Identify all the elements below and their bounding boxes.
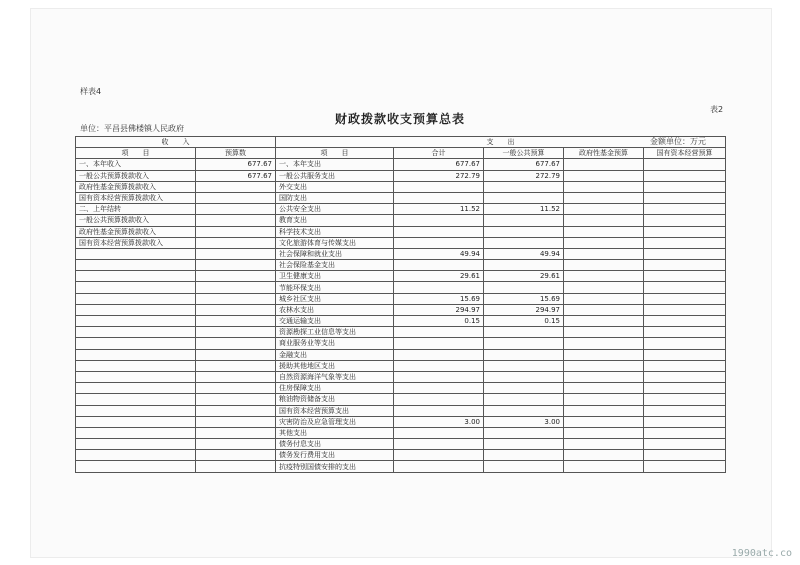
expense-general-cell: 3.00: [484, 416, 564, 427]
income-item-cell: [76, 360, 196, 371]
expense-item-cell: 抗疫特别国债安排的支出: [276, 461, 394, 472]
expense-fund-cell: [564, 338, 644, 349]
expense-general-cell: 0.15: [484, 316, 564, 327]
expense-general-cell: [484, 237, 564, 248]
budget-table: [75, 136, 726, 473]
expense-item-cell: 卫生健康支出: [276, 271, 394, 282]
expense-general-cell: [484, 349, 564, 360]
expense-capital-cell: [644, 394, 726, 405]
table-row: [76, 316, 726, 327]
expense-total-cell: [394, 371, 484, 382]
expense-total-cell: [394, 461, 484, 472]
expense-total-cell: [394, 360, 484, 371]
expense-total-cell: 15.69: [394, 293, 484, 304]
expense-general-cell: [484, 394, 564, 405]
income-item-cell: 一般公共预算拨款收入: [76, 215, 196, 226]
expense-item-cell: 援助其他地区支出: [276, 360, 394, 371]
income-col-item: 项 目: [76, 148, 196, 159]
expense-item-cell: 粮油物资储备支出: [276, 394, 394, 405]
expense-col-item: 项 目: [276, 148, 394, 159]
expense-fund-cell: [564, 271, 644, 282]
income-item-cell: [76, 461, 196, 472]
expense-total-cell: [394, 427, 484, 438]
expense-item-cell: 节能环保支出: [276, 282, 394, 293]
income-amount-cell: [196, 405, 276, 416]
income-amount-cell: [196, 349, 276, 360]
table-row: [76, 405, 726, 416]
expense-total-cell: 3.00: [394, 416, 484, 427]
expense-capital-cell: [644, 204, 726, 215]
expense-total-cell: 677.67: [394, 159, 484, 170]
expense-capital-cell: [644, 248, 726, 259]
expense-item-cell: 商业服务业等支出: [276, 338, 394, 349]
expense-total-cell: [394, 383, 484, 394]
income-amount-cell: [196, 327, 276, 338]
income-item-cell: [76, 450, 196, 461]
income-amount-cell: 677.67: [196, 159, 276, 170]
expense-total-cell: [394, 215, 484, 226]
expense-capital-cell: [644, 338, 726, 349]
expense-fund-cell: [564, 450, 644, 461]
expense-item-cell: 其他支出: [276, 427, 394, 438]
income-item-cell: [76, 439, 196, 450]
expense-general-cell: 294.97: [484, 304, 564, 315]
expense-fund-cell: [564, 282, 644, 293]
expense-fund-cell: [564, 360, 644, 371]
table-row: [76, 226, 726, 237]
expense-total-cell: [394, 349, 484, 360]
expense-capital-cell: [644, 461, 726, 472]
income-item-cell: 政府性基金预算拨款收入: [76, 181, 196, 192]
expense-total-cell: [394, 450, 484, 461]
table-row: [76, 461, 726, 472]
expense-fund-cell: [564, 383, 644, 394]
table-row: [76, 170, 726, 181]
expense-item-cell: 住房保障支出: [276, 383, 394, 394]
table-row: [76, 260, 726, 271]
header-row-columns: [76, 148, 726, 159]
expense-fund-cell: [564, 461, 644, 472]
expense-capital-cell: [644, 360, 726, 371]
income-amount-cell: [196, 461, 276, 472]
income-amount-cell: [196, 383, 276, 394]
expense-total-cell: 0.15: [394, 316, 484, 327]
expense-general-cell: [484, 260, 564, 271]
table-row: [76, 327, 726, 338]
expense-capital-cell: [644, 181, 726, 192]
income-amount-cell: [196, 271, 276, 282]
expense-general-cell: [484, 427, 564, 438]
income-header: 收 入: [76, 137, 276, 148]
expense-total-cell: [394, 394, 484, 405]
income-amount-cell: 677.67: [196, 170, 276, 181]
income-item-cell: [76, 282, 196, 293]
expense-fund-cell: [564, 170, 644, 181]
expense-fund-cell: [564, 204, 644, 215]
expense-item-cell: 债务付息支出: [276, 439, 394, 450]
expense-general-cell: [484, 371, 564, 382]
income-amount-cell: [196, 260, 276, 271]
expense-capital-cell: [644, 439, 726, 450]
expense-fund-cell: [564, 215, 644, 226]
income-amount-cell: [196, 248, 276, 259]
expense-capital-cell: [644, 349, 726, 360]
income-item-cell: [76, 271, 196, 282]
expense-capital-cell: [644, 215, 726, 226]
expense-capital-cell: [644, 192, 726, 203]
income-item-cell: 政府性基金预算拨款收入: [76, 226, 196, 237]
header-row-groups: [76, 137, 726, 148]
income-amount-cell: [196, 360, 276, 371]
expense-total-cell: [394, 439, 484, 450]
expense-fund-cell: [564, 226, 644, 237]
expense-item-cell: 一、本年支出: [276, 159, 394, 170]
income-amount-cell: [196, 316, 276, 327]
expense-total-cell: 29.61: [394, 271, 484, 282]
expense-fund-cell: [564, 304, 644, 315]
expense-general-cell: [484, 383, 564, 394]
table-row: [76, 394, 726, 405]
expense-capital-cell: [644, 226, 726, 237]
expense-fund-cell: [564, 237, 644, 248]
expense-general-cell: [484, 338, 564, 349]
amount-unit: 金额单位：万元: [650, 137, 706, 146]
expense-general-cell: [484, 215, 564, 226]
income-amount-cell: [196, 181, 276, 192]
expense-fund-cell: [564, 181, 644, 192]
expense-item-cell: 国防支出: [276, 192, 394, 203]
expense-item-cell: 农林水支出: [276, 304, 394, 315]
expense-capital-cell: [644, 170, 726, 181]
expense-capital-cell: [644, 405, 726, 416]
income-item-cell: [76, 405, 196, 416]
expense-fund-cell: [564, 260, 644, 271]
income-amount-cell: [196, 282, 276, 293]
expense-col-fund: 政府性基金预算: [564, 148, 644, 159]
income-amount-cell: [196, 439, 276, 450]
expense-general-cell: [484, 450, 564, 461]
expense-total-cell: [394, 192, 484, 203]
income-item-cell: 国有资本经营预算拨款收入: [76, 237, 196, 248]
income-item-cell: [76, 304, 196, 315]
income-item-cell: [76, 260, 196, 271]
income-amount-cell: [196, 394, 276, 405]
expense-fund-cell: [564, 327, 644, 338]
income-amount-cell: [196, 371, 276, 382]
expense-fund-cell: [564, 159, 644, 170]
expense-general-cell: 29.61: [484, 271, 564, 282]
expense-item-cell: 一般公共服务支出: [276, 170, 394, 181]
expense-total-cell: [394, 237, 484, 248]
table-row: [76, 427, 726, 438]
income-amount-cell: [196, 304, 276, 315]
table-row: [76, 371, 726, 382]
expense-item-cell: 科学技术支出: [276, 226, 394, 237]
income-amount-cell: [196, 293, 276, 304]
expense-item-cell: 交通运输支出: [276, 316, 394, 327]
table-row: [76, 304, 726, 315]
expense-total-cell: [394, 181, 484, 192]
table-row: [76, 215, 726, 226]
expense-total-cell: [394, 338, 484, 349]
expense-capital-cell: [644, 316, 726, 327]
expense-general-cell: [484, 405, 564, 416]
income-amount-cell: [196, 204, 276, 215]
expense-total-cell: 294.97: [394, 304, 484, 315]
income-item-cell: [76, 338, 196, 349]
income-item-cell: 国有资本经营预算拨款收入: [76, 192, 196, 203]
income-amount-cell: [196, 226, 276, 237]
expense-general-cell: [484, 192, 564, 203]
expense-item-cell: 外交支出: [276, 181, 394, 192]
expense-item-cell: 资源勘探工业信息等支出: [276, 327, 394, 338]
income-item-cell: [76, 293, 196, 304]
table-row: [76, 237, 726, 248]
income-amount-cell: [196, 338, 276, 349]
income-item-cell: [76, 327, 196, 338]
expense-total-cell: 272.79: [394, 170, 484, 181]
expense-general-cell: 272.79: [484, 170, 564, 181]
expense-capital-cell: [644, 237, 726, 248]
expense-capital-cell: [644, 427, 726, 438]
expense-total-cell: [394, 260, 484, 271]
income-item-cell: [76, 371, 196, 382]
expense-total-cell: 11.52: [394, 204, 484, 215]
expense-general-cell: [484, 439, 564, 450]
table-row: [76, 159, 726, 170]
expense-general-cell: 15.69: [484, 293, 564, 304]
sample-label: 样表4: [80, 87, 102, 96]
table-row: [76, 439, 726, 450]
income-amount-cell: [196, 215, 276, 226]
expense-fund-cell: [564, 293, 644, 304]
expense-col-capital: 国有资本经营预算: [644, 148, 726, 159]
expense-capital-cell: [644, 293, 726, 304]
income-item-cell: [76, 383, 196, 394]
income-item-cell: 二、上年结转: [76, 204, 196, 215]
expense-fund-cell: [564, 394, 644, 405]
expense-item-cell: 自然资源海洋气象等支出: [276, 371, 394, 382]
expense-header: 支 出: [276, 137, 726, 148]
table-row: [76, 416, 726, 427]
watermark: 1990atc.co: [731, 548, 792, 559]
table-number: 表2: [710, 105, 724, 114]
expense-total-cell: [394, 405, 484, 416]
income-item-cell: [76, 349, 196, 360]
expense-fund-cell: [564, 192, 644, 203]
expense-item-cell: 债务发行费用支出: [276, 450, 394, 461]
expense-item-cell: 城乡社区支出: [276, 293, 394, 304]
table-row: [76, 450, 726, 461]
income-amount-cell: [196, 427, 276, 438]
income-item-cell: [76, 394, 196, 405]
expense-capital-cell: [644, 450, 726, 461]
table-row: [76, 383, 726, 394]
table-row: [76, 282, 726, 293]
expense-general-cell: [484, 360, 564, 371]
income-col-amount: 预算数: [196, 148, 276, 159]
income-item-cell: [76, 416, 196, 427]
income-item-cell: 一般公共预算拨款收入: [76, 170, 196, 181]
expense-general-cell: [484, 461, 564, 472]
expense-total-cell: 49.94: [394, 248, 484, 259]
table-row: [76, 360, 726, 371]
expense-general-cell: 49.94: [484, 248, 564, 259]
expense-item-cell: 文化旅游体育与传媒支出: [276, 237, 394, 248]
table-row: [76, 271, 726, 282]
expense-item-cell: 国有资本经营预算支出: [276, 405, 394, 416]
expense-capital-cell: [644, 159, 726, 170]
expense-capital-cell: [644, 260, 726, 271]
expense-item-cell: 教育支出: [276, 215, 394, 226]
income-amount-cell: [196, 237, 276, 248]
expense-fund-cell: [564, 427, 644, 438]
expense-general-cell: 677.67: [484, 159, 564, 170]
expense-item-cell: 灾害防治及应急管理支出: [276, 416, 394, 427]
income-amount-cell: [196, 192, 276, 203]
table-row: [76, 181, 726, 192]
expense-general-cell: [484, 327, 564, 338]
expense-col-total: 合计: [394, 148, 484, 159]
table-row: [76, 248, 726, 259]
expense-fund-cell: [564, 439, 644, 450]
expense-fund-cell: [564, 405, 644, 416]
expense-item-cell: 社会保险基金支出: [276, 260, 394, 271]
income-item-cell: [76, 248, 196, 259]
table-row: [76, 192, 726, 203]
expense-capital-cell: [644, 383, 726, 394]
expense-capital-cell: [644, 416, 726, 427]
table-row: [76, 338, 726, 349]
expense-general-cell: [484, 282, 564, 293]
expense-fund-cell: [564, 316, 644, 327]
expense-item-cell: 公共安全支出: [276, 204, 394, 215]
income-amount-cell: [196, 416, 276, 427]
expense-fund-cell: [564, 371, 644, 382]
income-amount-cell: [196, 450, 276, 461]
expense-item-cell: 社会保障和就业支出: [276, 248, 394, 259]
expense-capital-cell: [644, 271, 726, 282]
expense-total-cell: [394, 282, 484, 293]
expense-col-general: 一般公共预算: [484, 148, 564, 159]
table-row: [76, 293, 726, 304]
expense-general-cell: [484, 226, 564, 237]
expense-general-cell: 11.52: [484, 204, 564, 215]
expense-total-cell: [394, 226, 484, 237]
expense-capital-cell: [644, 371, 726, 382]
unit-name: 单位：平昌县佛楼镇人民政府: [80, 124, 184, 133]
expense-fund-cell: [564, 416, 644, 427]
expense-capital-cell: [644, 282, 726, 293]
expense-fund-cell: [564, 349, 644, 360]
income-item-cell: 一、本年收入: [76, 159, 196, 170]
expense-general-cell: [484, 181, 564, 192]
table-row: [76, 349, 726, 360]
expense-capital-cell: [644, 327, 726, 338]
income-item-cell: [76, 316, 196, 327]
expense-total-cell: [394, 327, 484, 338]
page-title: 财政拨款收支预算总表: [334, 112, 465, 126]
expense-fund-cell: [564, 248, 644, 259]
expense-capital-cell: [644, 304, 726, 315]
expense-item-cell: 金融支出: [276, 349, 394, 360]
income-item-cell: [76, 427, 196, 438]
table-row: [76, 204, 726, 215]
